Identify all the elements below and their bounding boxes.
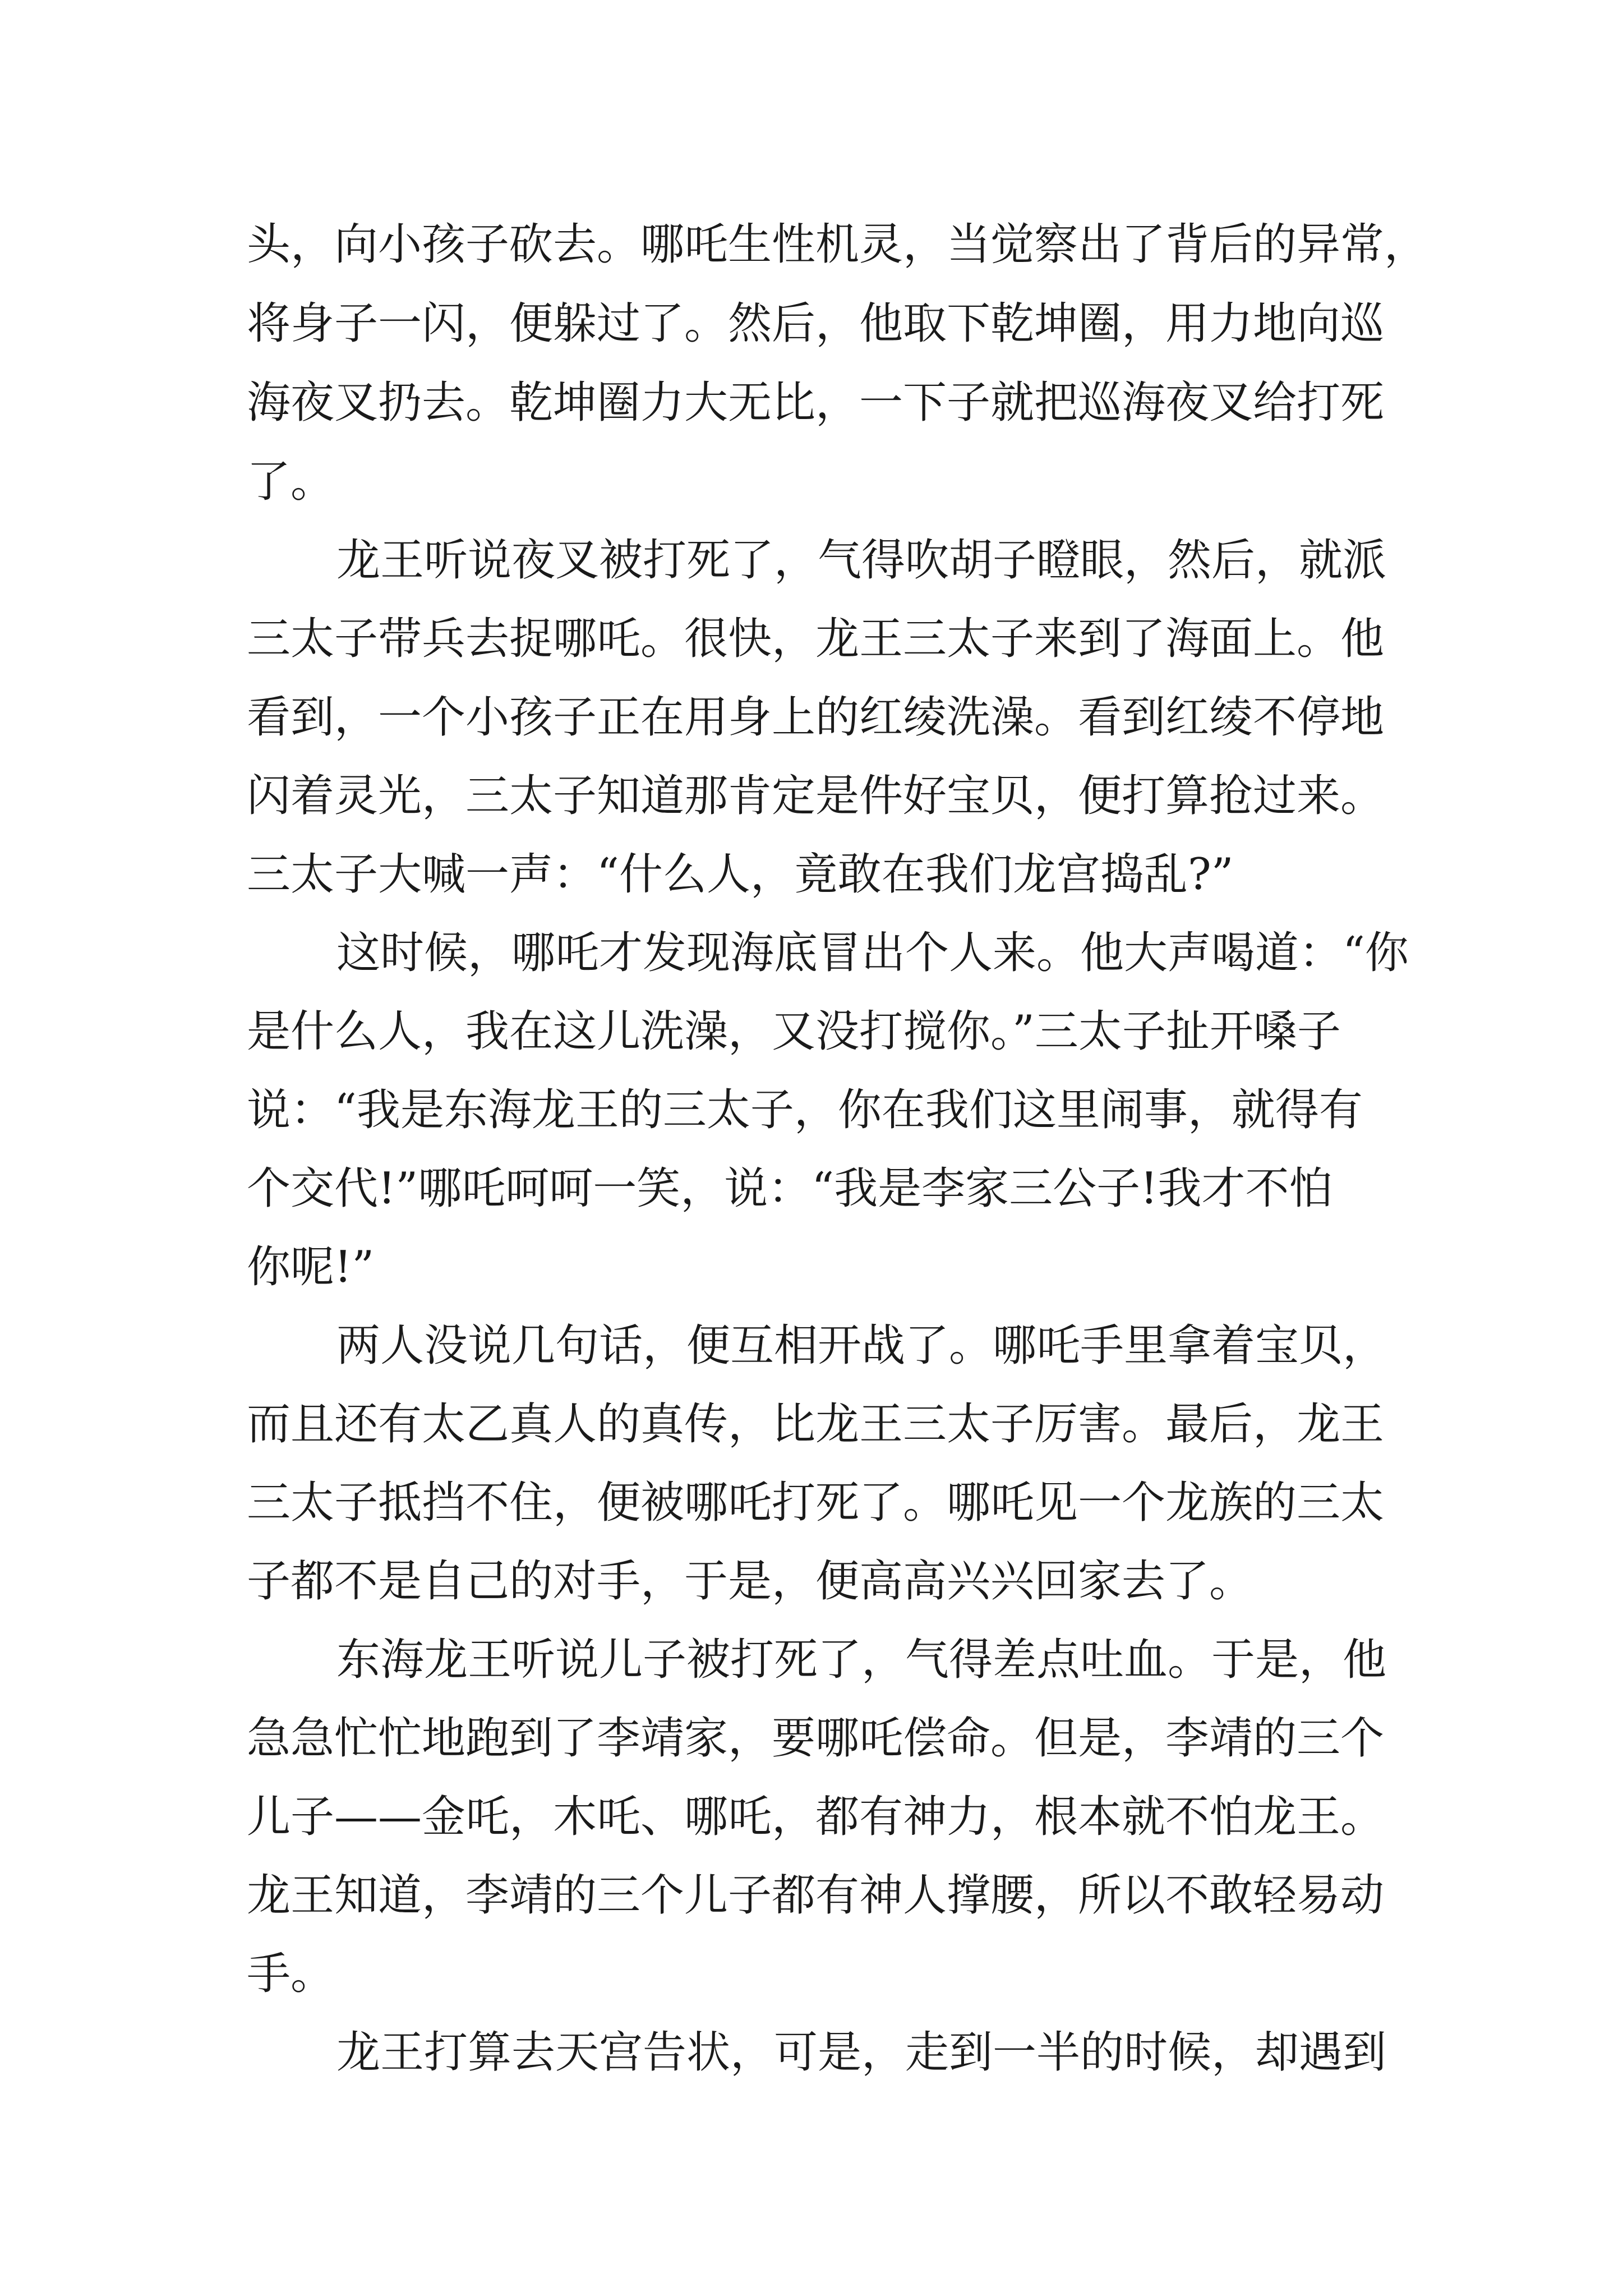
text-line: 了。	[247, 457, 335, 507]
text-line: 头，向小孩子砍去。哪吒生性机灵，当觉察出了背后的异常，	[247, 219, 1428, 270]
text-line: 将身子一闪，便躲过了。然后，他取下乾坤圈，用力地向巡	[247, 298, 1385, 349]
text-line: 是什么人，我在这儿洗澡，又没打搅你。”三太子扯开嗓子	[247, 1006, 1341, 1057]
text-line: 海夜叉扔去。乾坤圈力大无比，一下子就把巡海夜叉给打死	[247, 378, 1385, 428]
text-line: 三太子带兵去捉哪吒。很快，龙王三太子来到了海面上。他	[247, 614, 1385, 664]
text-line: 东海龙王听说儿子被打死了，气得差点吐血。于是，他	[336, 1635, 1387, 1685]
text-line: 子都不是自己的对手，于是，便高高兴兴回家去了。	[247, 1556, 1253, 1607]
text-line: 手。	[247, 1949, 335, 1999]
text-line: 闪着灵光，三太子知道那肯定是件好宝贝，便打算抢过来。	[247, 771, 1385, 821]
text-line: 龙王听说夜叉被打死了，气得吹胡子瞪眼，然后，就派	[336, 535, 1387, 586]
text-line: 龙王知道，李靖的三个儿子都有神人撑腰，所以不敢轻易动	[247, 1870, 1385, 1921]
text-line: 两人没说几句话，便互相开战了。哪吒手里拿着宝贝，	[336, 1320, 1387, 1371]
text-line: 说：“我是东海龙王的三太子，你在我们这里闹事，就得有	[247, 1085, 1363, 1135]
text-line: 急急忙忙地跑到了李靖家，要哪吒偿命。但是，李靖的三个	[247, 1713, 1385, 1764]
text-line: 个交代!”哪吒呵呵一笑，说：“我是李家三公子!我才不怕	[247, 1163, 1333, 1214]
text-line: 看到，一个小孩子正在用身上的红绫洗澡。看到红绫不停地	[247, 692, 1385, 743]
text-line: 而且还有太乙真人的真传，比龙王三太子厉害。最后，龙王	[247, 1399, 1385, 1450]
text-line: 儿子——金吒，木吒、哪吒，都有神力，根本就不怕龙王。	[247, 1792, 1385, 1842]
text-line: 三太子抵挡不住，便被哪吒打死了。哪吒见一个龙族的三太	[247, 1478, 1385, 1528]
text-line: 这时候，哪吒才发现海底冒出个人来。他大声喝道：“你	[336, 928, 1409, 978]
text-line: 龙王打算去天宫告状，可是，走到一半的时候，却遇到	[336, 2027, 1387, 2078]
text-line: 你呢!”	[247, 1242, 375, 1292]
text-line: 三太子大喊一声：“什么人，竟敢在我们龙宫捣乱?”	[247, 849, 1234, 900]
